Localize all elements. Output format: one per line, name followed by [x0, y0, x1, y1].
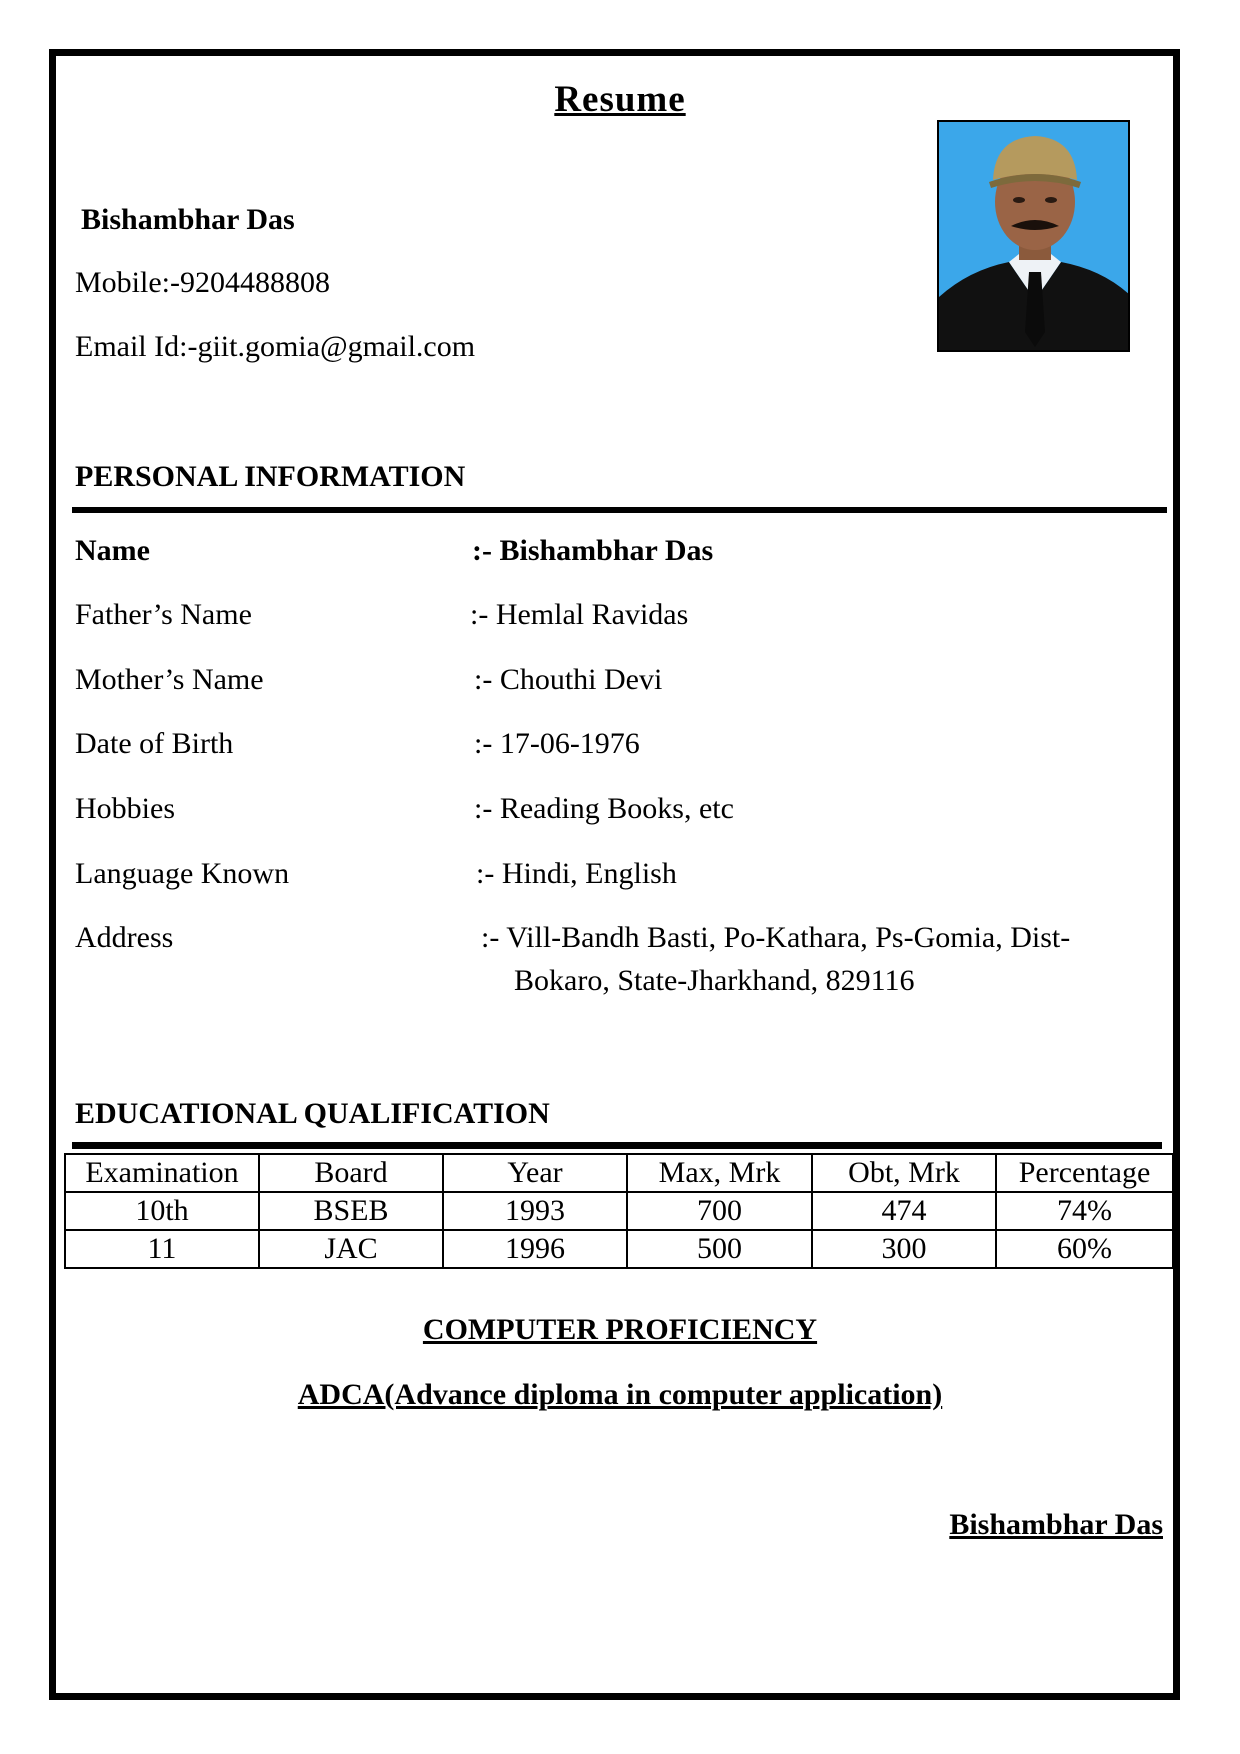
candidate-name: Bishambhar Das [81, 203, 295, 236]
info-label-mother: Mother’s Name [75, 663, 264, 696]
table-cell: 1996 [443, 1230, 627, 1268]
table-cell: 1993 [443, 1192, 627, 1230]
personal-info-heading: PERSONAL INFORMATION [75, 460, 466, 493]
person-portrait-icon [939, 122, 1130, 352]
table-cell: BSEB [259, 1192, 443, 1230]
table-header-row [65, 1154, 1173, 1192]
column-header: Obt, Mrk [812, 1154, 996, 1192]
table-cell: 700 [627, 1192, 812, 1230]
computer-proficiency-heading: COMPUTER PROFICIENCY [422, 1313, 818, 1346]
column-header: Board [259, 1154, 443, 1192]
table-cell: 60% [996, 1230, 1173, 1268]
profile-photo [937, 120, 1130, 352]
section-divider [72, 1142, 1162, 1149]
info-value-father: :- Hemlal Ravidas [470, 598, 689, 631]
info-label-address: Address [75, 921, 174, 954]
info-value-language: :- Hindi, English [476, 857, 677, 890]
info-value-address-line1: :- Vill-Bandh Basti, Po-Kathara, Ps-Gomia, Dist- [481, 921, 1071, 954]
info-value-hobbies: :- Reading Books, etc [474, 792, 734, 825]
info-value-address-line2: Bokaro, State-Jharkhand, 829116 [514, 964, 915, 997]
table-cell: 11 [65, 1230, 259, 1268]
table-row [65, 1192, 1173, 1230]
table-cell: 500 [627, 1230, 812, 1268]
info-value-name: :- Bishambhar Das [472, 534, 714, 567]
column-header: Year [443, 1154, 627, 1192]
info-label-hobbies: Hobbies [75, 792, 175, 825]
signature: Bishambhar Das [949, 1508, 1163, 1541]
table-cell: 74% [996, 1192, 1173, 1230]
table-cell: 474 [812, 1192, 996, 1230]
info-label-name: Name [75, 534, 150, 567]
info-label-language: Language Known [75, 857, 290, 890]
table-cell: 300 [812, 1230, 996, 1268]
info-value-dob: :- 17-06-1976 [474, 727, 640, 760]
table-row [65, 1230, 1173, 1268]
computer-course: ADCA(Advance diploma in computer application) [297, 1378, 943, 1411]
resume-title: Resume [554, 79, 686, 120]
info-value-mother: :- Chouthi Devi [474, 663, 663, 696]
column-header: Max, Mrk [627, 1154, 812, 1192]
section-divider [72, 507, 1167, 513]
education-heading: EDUCATIONAL QUALIFICATION [75, 1097, 550, 1130]
email-address: Email Id:-giit.gomia@gmail.com [75, 330, 476, 363]
mobile-number: Mobile:-9204488808 [75, 266, 330, 299]
info-label-father: Father’s Name [75, 598, 252, 631]
education-table [64, 1153, 1174, 1269]
column-header: Examination [65, 1154, 259, 1192]
table-cell: 10th [65, 1192, 259, 1230]
info-label-dob: Date of Birth [75, 727, 234, 760]
column-header: Percentage [996, 1154, 1173, 1192]
table-cell: JAC [259, 1230, 443, 1268]
